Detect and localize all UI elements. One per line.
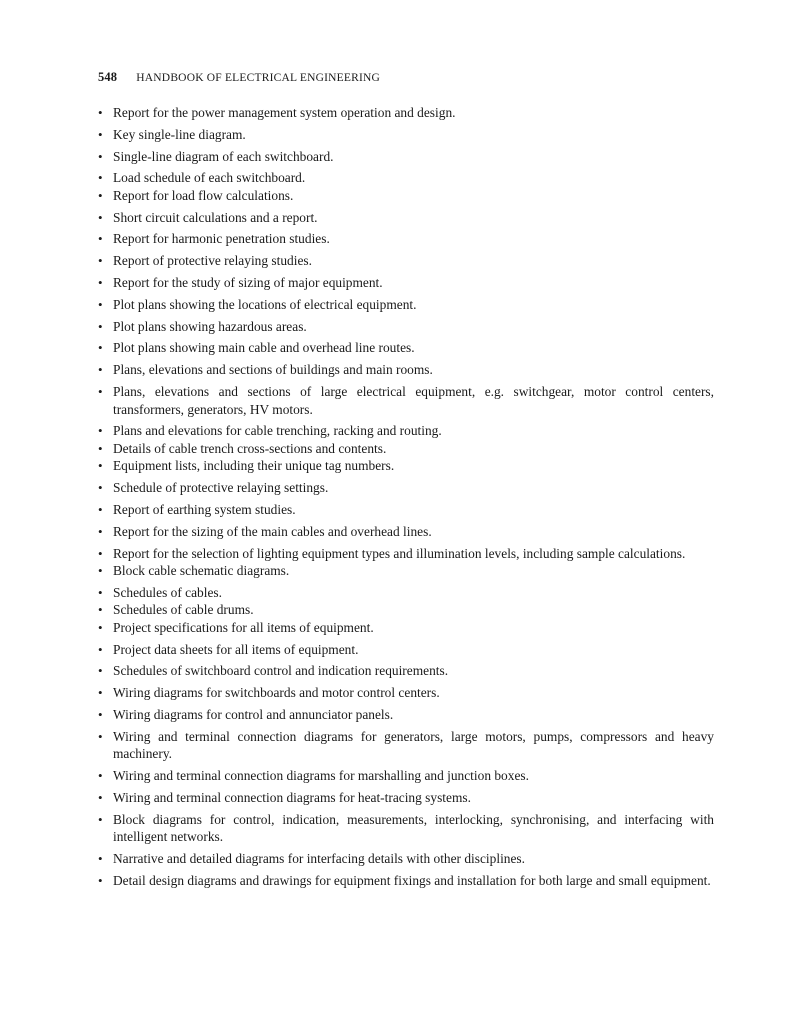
bullet-icon: • xyxy=(98,811,103,827)
list-item-text: Report for harmonic penetration studies. xyxy=(113,231,330,247)
list-item xyxy=(98,383,714,418)
list-item xyxy=(98,296,714,314)
bullet-icon: • xyxy=(98,545,103,561)
list-item-text: Project specifications for all items of equipment. xyxy=(113,619,374,635)
bullet-icon: • xyxy=(98,619,103,635)
bullet-icon: • xyxy=(98,362,103,378)
list-item xyxy=(98,361,714,379)
list-item-text: Block cable schematic diagrams. xyxy=(113,563,290,579)
list-item-text: Detail design diagrams and drawings for equipment fixings and installation for both large and small equipment. xyxy=(113,872,711,888)
list-item xyxy=(98,601,714,619)
list-item xyxy=(98,148,714,166)
list-item-text: Wiring and terminal connection diagrams for marshalling and junction boxes. xyxy=(113,768,529,784)
bullet-icon: • xyxy=(98,170,103,186)
bullet-icon: • xyxy=(98,789,103,805)
list-item-text: Report of earthing system studies. xyxy=(113,501,296,517)
list-item-text: Report for the selection of lighting equipment types and illumination levels, including sample calculations. xyxy=(113,545,686,561)
running-title: HANDBOOK OF ELECTRICAL ENGINEERING xyxy=(136,72,380,84)
list-item xyxy=(98,872,714,890)
list-item xyxy=(98,422,714,440)
list-item xyxy=(98,318,714,336)
list-item-text: Plans, elevations and sections of large electrical equipment, e.g. switchgear, motor control centers, transformers, generators, HV motors. xyxy=(113,384,714,417)
bullet-icon: • xyxy=(98,187,103,203)
bullet-icon: • xyxy=(98,105,103,120)
list-item xyxy=(98,728,714,763)
list-item xyxy=(98,126,714,144)
bullet-icon: • xyxy=(98,148,103,164)
list-item-text: Plot plans showing the locations of electrical equipment. xyxy=(113,296,417,312)
bullet-icon: • xyxy=(98,209,103,225)
list-item xyxy=(98,684,714,702)
bullet-icon: • xyxy=(98,685,103,701)
list-item-text: Equipment lists, including their unique tag numbers. xyxy=(113,458,395,474)
bullet-icon: • xyxy=(98,501,103,517)
list-item xyxy=(98,641,714,659)
list-item xyxy=(98,850,714,868)
bullet-icon: • xyxy=(98,458,103,474)
list-item xyxy=(98,339,714,357)
bullet-icon: • xyxy=(98,480,103,496)
bullet-icon: • xyxy=(98,663,103,679)
list-item-text: Report of protective relaying studies. xyxy=(113,253,312,269)
list-item xyxy=(98,440,714,458)
list-item xyxy=(98,706,714,724)
list-item-text: Single-line diagram of each switchboard. xyxy=(113,148,334,164)
list-item xyxy=(98,479,714,497)
list-item-text: Details of cable trench cross-sections and contents. xyxy=(113,440,387,456)
list-item-text: Narrative and detailed diagrams for interfacing details with other disciplines. xyxy=(113,851,525,867)
page-number: 548 xyxy=(98,70,118,84)
list-item-text: Short circuit calculations and a report. xyxy=(113,209,318,225)
bullet-icon: • xyxy=(98,768,103,784)
bullet-icon: • xyxy=(98,440,103,456)
bullet-icon: • xyxy=(98,641,103,657)
list-item-text: Plans, elevations and sections of buildings and main rooms. xyxy=(113,362,433,378)
list-item xyxy=(98,523,714,541)
bullet-icon: • xyxy=(98,340,103,356)
bullet-icon: • xyxy=(98,423,103,439)
bullet-icon: • xyxy=(98,126,103,142)
list-item xyxy=(98,209,714,227)
bullet-icon: • xyxy=(98,584,103,600)
list-item-text: Plot plans showing main cable and overhead line routes. xyxy=(113,340,415,356)
list-item xyxy=(98,619,714,637)
list-item xyxy=(98,811,714,846)
list-item xyxy=(98,187,714,205)
bullet-icon: • xyxy=(98,275,103,291)
list-item-text: Schedules of switchboard control and indication requirements. xyxy=(113,663,449,679)
bullet-icon: • xyxy=(98,602,103,618)
list-item-text: Schedule of protective relaying settings. xyxy=(113,480,329,496)
list-item-text: Schedules of cable drums. xyxy=(113,602,254,618)
list-item xyxy=(98,662,714,680)
bullet-icon: • xyxy=(98,728,103,744)
bullet-icon: • xyxy=(98,318,103,334)
list-item xyxy=(98,562,714,580)
list-item-text: Plans and elevations for cable trenching, racking and routing. xyxy=(113,423,442,439)
list-item-text: Wiring and terminal connection diagrams for heat-tracing systems. xyxy=(113,789,471,805)
list-item-text: Load schedule of each switchboard. xyxy=(113,170,306,186)
list-item-text: Report for the sizing of the main cables and overhead lines. xyxy=(113,523,432,539)
list-item-text: Wiring diagrams for switchboards and motor control centers. xyxy=(113,685,440,701)
bullet-icon: • xyxy=(98,384,103,400)
list-item xyxy=(98,104,714,122)
list-item-text: Wiring and terminal connection diagrams for generators, large motors, pumps, compressors and heavy machinery. xyxy=(113,728,714,762)
list-item-text: Report for the power management system operation and design. xyxy=(113,105,456,120)
list-item-text: Project data sheets for all items of equipment. xyxy=(113,641,359,657)
list-item xyxy=(98,501,714,519)
bullet-icon: • xyxy=(98,872,103,888)
bullet-icon: • xyxy=(98,296,103,312)
list-item-text: Report for load flow calculations. xyxy=(113,187,294,203)
bullet-icon: • xyxy=(98,523,103,539)
list-item xyxy=(98,169,714,187)
list-item-text: Wiring diagrams for control and annunciator panels. xyxy=(113,707,394,723)
bullet-icon: • xyxy=(98,253,103,269)
list-item-text: Schedules of cables. xyxy=(113,584,222,600)
bullet-icon: • xyxy=(98,231,103,247)
list-item-text: Plot plans showing hazardous areas. xyxy=(113,318,307,334)
bullet-icon: • xyxy=(98,563,103,579)
list-item xyxy=(98,545,714,563)
deliverables-bullet-list xyxy=(98,104,714,894)
list-item xyxy=(98,584,714,602)
running-header xyxy=(98,70,380,85)
list-item xyxy=(98,457,714,475)
list-item-text: Block diagrams for control, indication, measurements, interlocking, synchronising, and interfacing with intelligent networks. xyxy=(113,811,714,845)
list-item-text: Report for the study of sizing of major equipment. xyxy=(113,275,383,291)
bullet-icon: • xyxy=(98,851,103,867)
list-item xyxy=(98,274,714,292)
bullet-icon: • xyxy=(98,707,103,723)
list-item xyxy=(98,252,714,270)
list-item xyxy=(98,767,714,785)
list-item-text: Key single-line diagram. xyxy=(113,126,246,142)
list-item xyxy=(98,230,714,248)
list-item xyxy=(98,789,714,807)
